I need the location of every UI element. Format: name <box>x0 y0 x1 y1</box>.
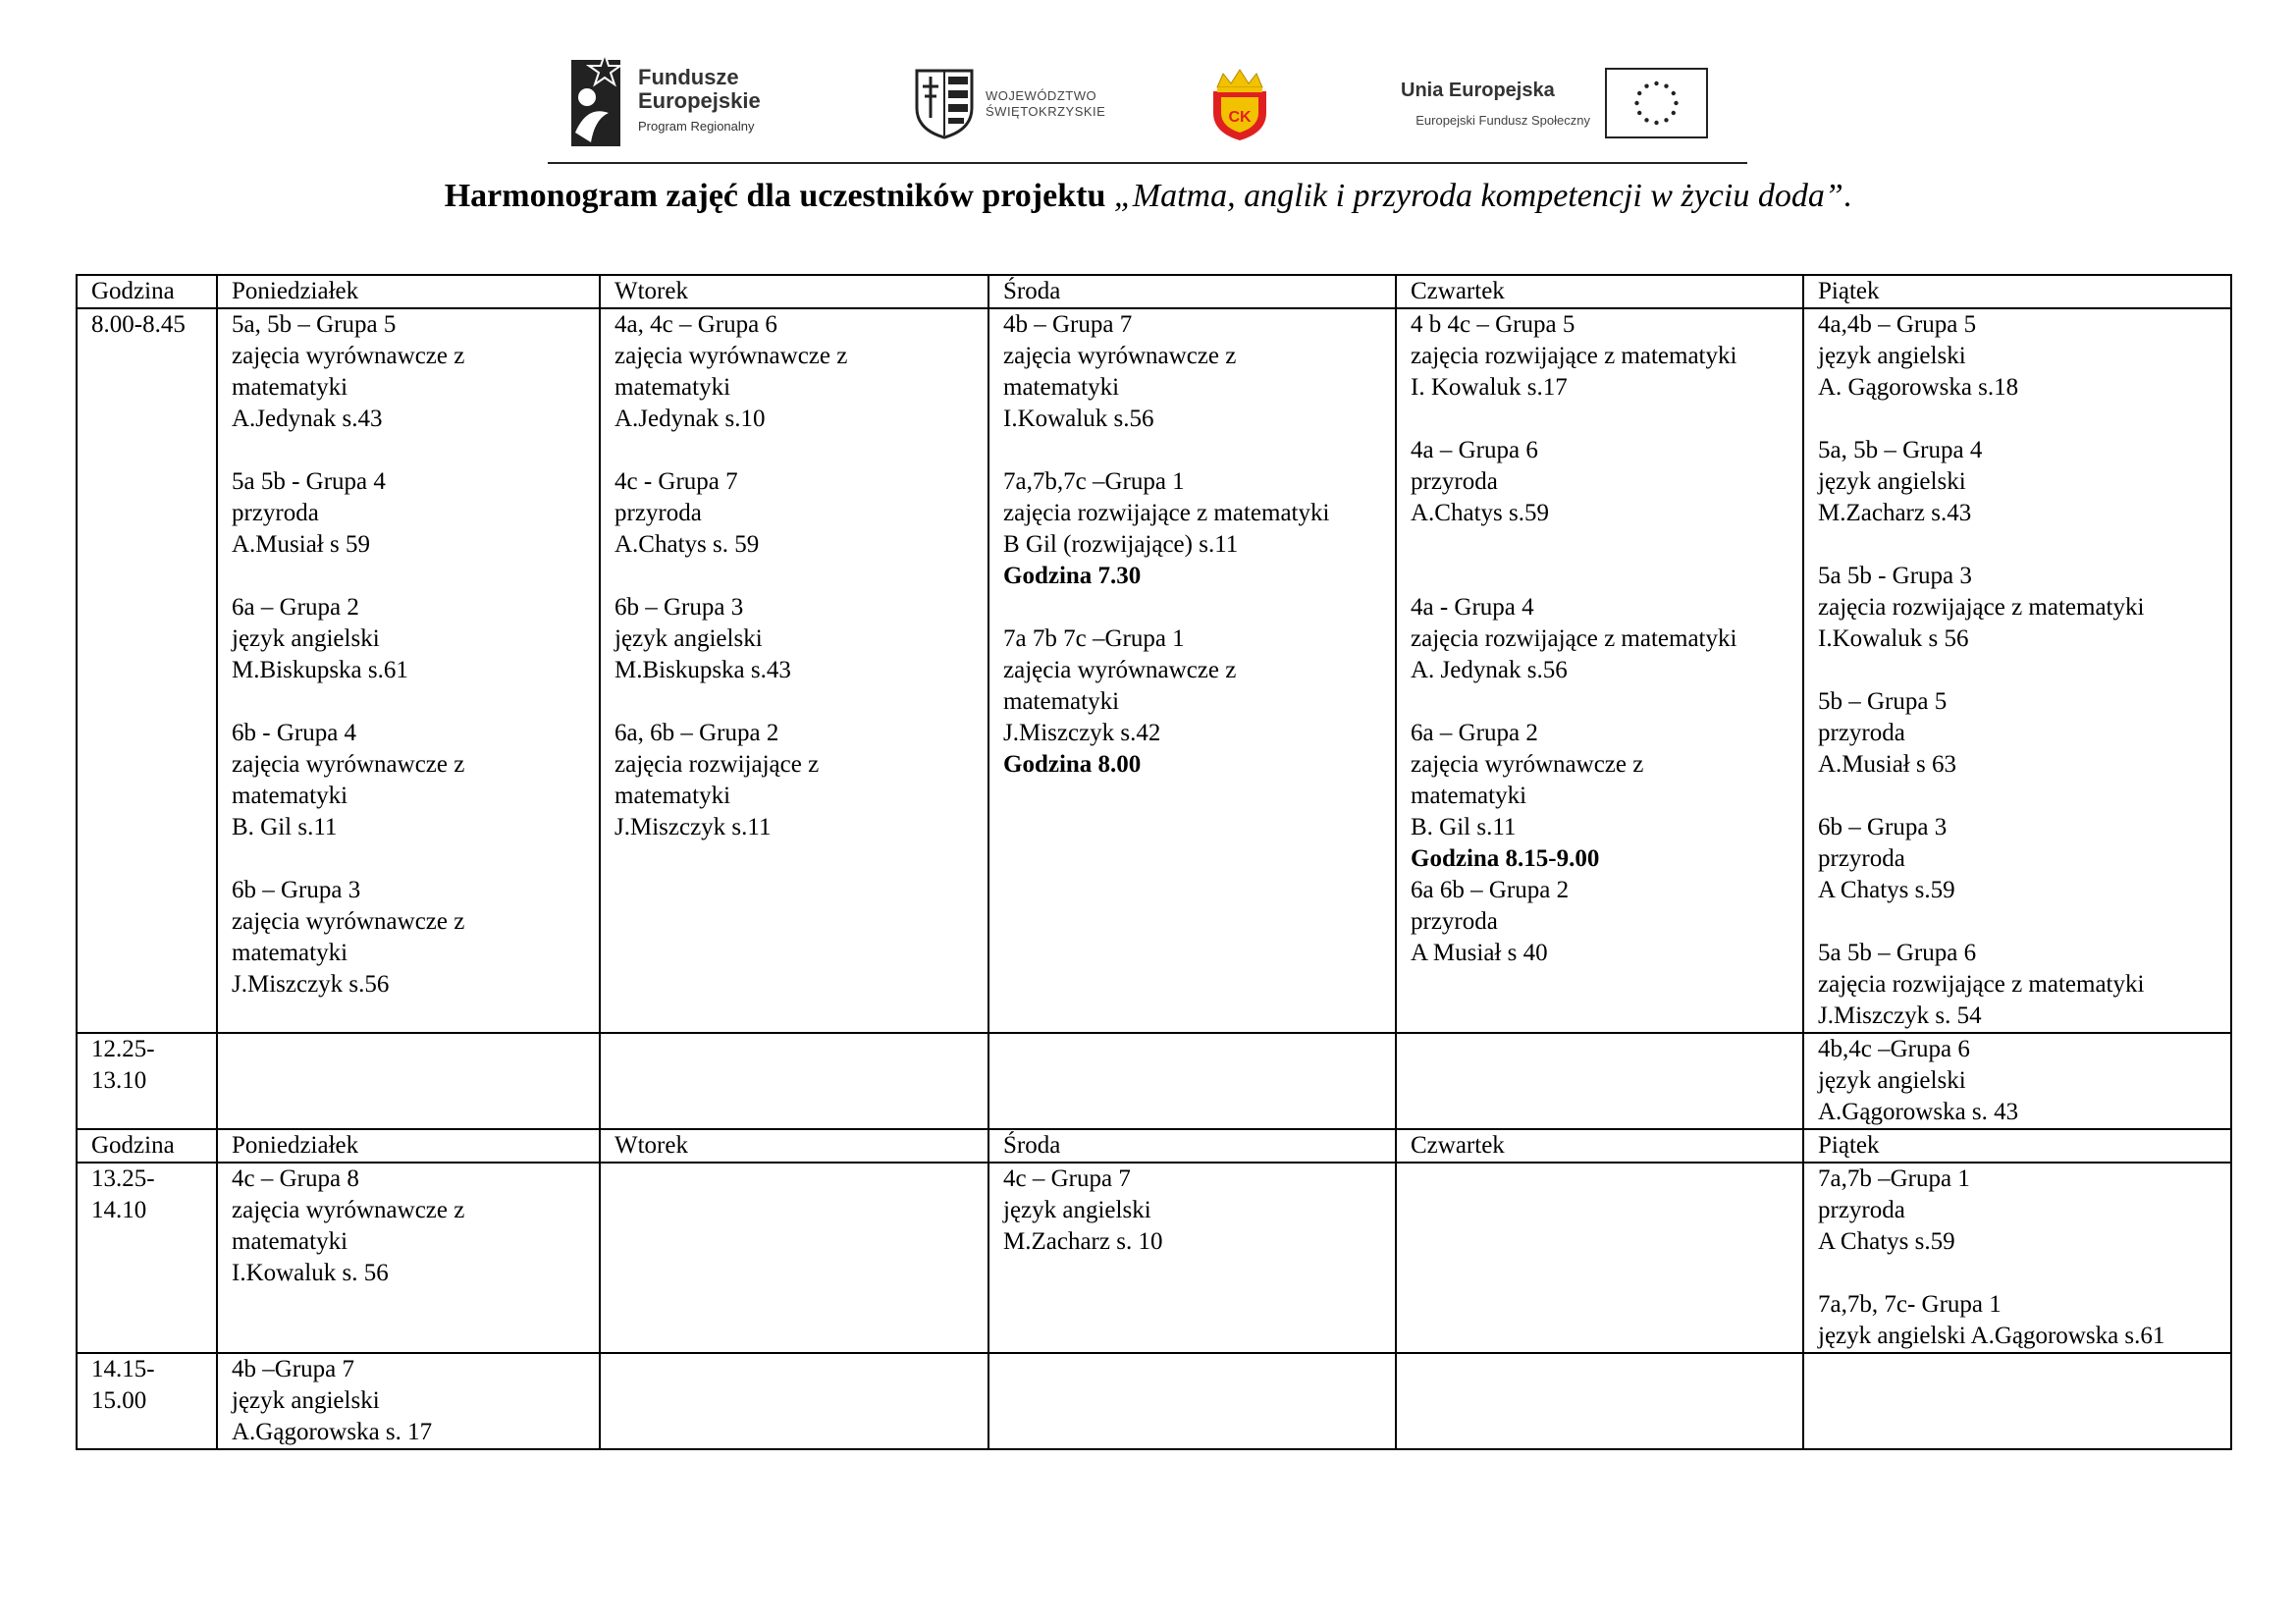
title-end: . <box>1842 178 1852 214</box>
class-entry-line: 6a – Grupa 2 <box>1411 720 1538 746</box>
class-entry-line: język angielski <box>1003 1197 1151 1223</box>
time-slot-text: 12.25- <box>91 1036 155 1062</box>
class-entry-line: 5a, 5b – Grupa 4 <box>1818 437 1983 463</box>
class-entry-line: język angielski <box>232 1387 380 1414</box>
column-header-czwartek: Czwartek <box>1396 1129 1803 1163</box>
class-entry <box>1411 875 1794 969</box>
class-entry-line: przyroda <box>1818 845 1905 872</box>
class-entry-line: A. Jedynak s.56 <box>1411 657 1568 683</box>
column-header-sroda: Środa <box>988 275 1396 308</box>
class-entry-line: przyroda <box>1818 1197 1905 1223</box>
schedule-cell-sroda <box>988 1353 1396 1449</box>
schedule-cell-poniedzialek <box>217 1033 600 1129</box>
table-row <box>77 1033 2231 1129</box>
class-entry-line: A.Jedynak s.43 <box>232 406 383 432</box>
class-entry-line: zajęcia rozwijające z matematyki <box>1818 594 2145 621</box>
ue-title: Unia Europejska <box>1401 80 1555 101</box>
class-entry-line: przyroda <box>1818 720 1905 746</box>
wojewodztwo-text: WOJEWÓDZTWO ŚWIĘTOKRZYSKIE <box>986 88 1106 119</box>
class-entry <box>232 592 591 686</box>
class-entry-line: matematyki <box>614 783 731 809</box>
class-entry <box>1818 561 2222 655</box>
class-time-note: Godzina 8.00 <box>1003 751 1142 778</box>
class-time-note: Godzina 8.15-9.00 <box>1411 845 1600 872</box>
time-slot-cell <box>77 1353 217 1449</box>
class-entry-line: A.Gągorowska s. 43 <box>1818 1099 2019 1125</box>
class-entry-line: przyroda <box>232 500 319 526</box>
class-entry <box>1003 623 1387 781</box>
class-entry <box>1003 1164 1387 1258</box>
schedule-cell-sroda <box>988 1163 1396 1353</box>
class-entry-line: J.Miszczyk s. 54 <box>1818 1002 1982 1029</box>
class-entry <box>232 466 591 561</box>
class-entry <box>1818 812 2222 906</box>
class-entry-line: A.Gągorowska s. 17 <box>232 1419 433 1445</box>
class-entry-line: zajęcia rozwijające z matematyki <box>1818 971 2145 998</box>
class-entry-line: język angielski <box>614 625 763 652</box>
schedule-cell-czwartek <box>1396 1163 1803 1353</box>
class-entry-line: 7a,7b, 7c- Grupa 1 <box>1818 1291 2002 1318</box>
class-entry-line: matematyki <box>1411 783 1527 809</box>
class-entry-line: A Chatys s.59 <box>1818 1228 1955 1255</box>
column-header-godzina: Godzina <box>77 275 217 308</box>
class-entry-line: M.Biskupska s.61 <box>232 657 408 683</box>
class-entry-line: przyroda <box>1411 468 1498 495</box>
class-entry-line: 6b – Grupa 3 <box>614 594 744 621</box>
schedule-cell-wtorek <box>600 1033 988 1129</box>
class-entry <box>1411 592 1794 686</box>
class-entry <box>232 718 591 843</box>
schedule-cell-poniedzialek <box>217 1353 600 1449</box>
column-header-piatek: Piątek <box>1803 1129 2231 1163</box>
class-entry <box>232 1164 591 1289</box>
class-entry-line: B Gil (rozwijające) s.11 <box>1003 531 1239 558</box>
class-entry-line: M.Biskupska s.43 <box>614 657 791 683</box>
class-entry-line: język angielski <box>1818 468 1966 495</box>
title-bold: Harmonogram zajęć dla uczestników projektu <box>444 178 1114 214</box>
class-entry-line: zajęcia wyrównawcze z <box>232 343 465 369</box>
class-entry-line: 5a 5b - Grupa 3 <box>1818 563 1972 589</box>
class-entry <box>614 718 980 843</box>
class-entry-line: B. Gil s.11 <box>232 814 338 840</box>
schedule-cell-piatek <box>1803 1163 2231 1353</box>
class-entry-line: J.Miszczyk s.11 <box>614 814 772 840</box>
column-header-czwartek: Czwartek <box>1396 275 1803 308</box>
eu-flag <box>1605 68 1708 138</box>
schedule-cell-wtorek <box>600 1163 988 1353</box>
class-entry-line: 4a - Grupa 4 <box>1411 594 1534 621</box>
time-slot-cell <box>77 1163 217 1353</box>
header-divider <box>548 162 1747 164</box>
class-entry-line: matematyki <box>232 374 348 401</box>
class-entry-line: przyroda <box>614 500 702 526</box>
class-entry-line: 6b – Grupa 3 <box>1818 814 1948 840</box>
kielce-crest-logo <box>1209 68 1270 142</box>
page-title <box>0 175 2296 218</box>
class-entry-line: M.Zacharz s.43 <box>1818 500 1972 526</box>
class-entry-line: 5a, 5b – Grupa 5 <box>232 311 397 338</box>
class-entry-line: 4b,4c –Grupa 6 <box>1818 1036 1970 1062</box>
fe-title: Fundusze Europejskie <box>638 65 761 113</box>
fe-subtitle: Program Regionalny <box>638 119 755 134</box>
class-entry-line: 6a, 6b – Grupa 2 <box>614 720 779 746</box>
class-entry-line: język angielski <box>232 625 380 652</box>
table-header-row <box>77 1129 2231 1163</box>
schedule-cell-poniedzialek <box>217 1163 600 1353</box>
class-entry-line: A.Chatys s.59 <box>1411 500 1549 526</box>
class-entry-line: język angielski A.Gągorowska s.61 <box>1818 1323 2165 1349</box>
class-entry <box>1411 718 1794 875</box>
class-entry-line: 4b – Grupa 7 <box>1003 311 1133 338</box>
class-entry-line: 7a,7b,7c –Grupa 1 <box>1003 468 1185 495</box>
class-entry-line: 4c - Grupa 7 <box>614 468 738 495</box>
class-entry-line: 4 b 4c – Grupa 5 <box>1411 311 1575 338</box>
schedule-cell-wtorek <box>600 1353 988 1449</box>
class-entry <box>614 309 980 435</box>
table-row <box>77 1163 2231 1353</box>
schedule-cell-czwartek <box>1396 1033 1803 1129</box>
table-row <box>77 308 2231 1033</box>
class-entry <box>614 466 980 561</box>
class-entry <box>614 592 980 686</box>
time-slot-text: 14.10 <box>91 1197 147 1223</box>
ue-subtitle: Europejski Fundusz Społeczny <box>1415 113 1590 128</box>
unia-europejska-logo <box>1360 68 1718 146</box>
class-entry-line: zajęcia wyrównawcze z <box>1003 657 1237 683</box>
class-entry-line: 6a 6b – Grupa 2 <box>1411 877 1570 903</box>
class-entry-line: matematyki <box>614 374 731 401</box>
class-entry-line: matematyki <box>232 783 348 809</box>
star-figure-icon <box>569 54 628 152</box>
time-slot-cell <box>77 308 217 1033</box>
class-entry-line: I.Kowaluk s. 56 <box>232 1260 389 1286</box>
schedule-table <box>76 274 2232 1450</box>
class-entry <box>1818 1034 2222 1128</box>
class-entry <box>1818 1289 2222 1352</box>
class-entry-line: B. Gil s.11 <box>1411 814 1517 840</box>
time-slot-text: 15.00 <box>91 1387 147 1414</box>
class-entry <box>1411 435 1794 529</box>
time-slot-text: 13.25- <box>91 1165 155 1192</box>
column-header-wtorek: Wtorek <box>600 275 988 308</box>
schedule-cell-piatek <box>1803 1353 2231 1449</box>
column-header-wtorek: Wtorek <box>600 1129 988 1163</box>
class-entry-line: 5b – Grupa 5 <box>1818 688 1948 715</box>
table-header-row <box>77 275 2231 308</box>
class-entry-line: 6b - Grupa 4 <box>232 720 357 746</box>
class-entry-line: matematyki <box>232 1228 348 1255</box>
class-entry-line: A Chatys s.59 <box>1818 877 1955 903</box>
class-time-note: Godzina 7.30 <box>1003 563 1142 589</box>
class-entry <box>1003 309 1387 435</box>
column-header-piatek: Piątek <box>1803 275 2231 308</box>
class-entry-line: 7a 7b 7c –Grupa 1 <box>1003 625 1185 652</box>
class-entry-line: I.Kowaluk s.56 <box>1003 406 1154 432</box>
class-entry-line: 7a,7b –Grupa 1 <box>1818 1165 1970 1192</box>
class-entry-line: zajęcia rozwijające z matematyki <box>1411 343 1737 369</box>
time-slot-text: 8.00-8.45 <box>91 311 186 338</box>
class-entry-line: A.Musiał s 59 <box>232 531 370 558</box>
class-entry-line: przyroda <box>1411 908 1498 935</box>
class-entry-line: A.Jedynak s.10 <box>614 406 766 432</box>
class-entry-line: 6a – Grupa 2 <box>232 594 359 621</box>
class-entry <box>232 309 591 435</box>
class-entry-line: zajęcia rozwijające z matematyki <box>1411 625 1737 652</box>
class-entry-line: 4a,4b – Grupa 5 <box>1818 311 1977 338</box>
class-entry-line: I.Kowaluk s 56 <box>1818 625 1969 652</box>
class-entry <box>232 1354 591 1448</box>
class-entry-line: matematyki <box>1003 374 1120 401</box>
class-entry <box>232 875 591 1001</box>
class-entry-line: 5a 5b – Grupa 6 <box>1818 940 1977 966</box>
class-entry-line: zajęcia wyrównawcze z <box>232 751 465 778</box>
class-entry-line: J.Miszczyk s.56 <box>232 971 390 998</box>
schedule-cell-piatek <box>1803 1033 2231 1129</box>
class-entry-line: zajęcia wyrównawcze z <box>232 908 465 935</box>
class-entry-line: J.Miszczyk s.42 <box>1003 720 1161 746</box>
schedule-cell-czwartek <box>1396 1353 1803 1449</box>
schedule-cell-sroda <box>988 1033 1396 1129</box>
class-entry-line: A Musiał s 40 <box>1411 940 1548 966</box>
class-entry-line: 4a, 4c – Grupa 6 <box>614 311 777 338</box>
class-entry-line: zajęcia wyrównawcze z <box>614 343 848 369</box>
class-entry <box>1818 435 2222 529</box>
class-entry-line: zajęcia rozwijające z <box>614 751 820 778</box>
time-slot-text: 13.10 <box>91 1067 147 1094</box>
class-entry <box>1411 309 1794 404</box>
class-entry-line: A.Chatys s. 59 <box>614 531 760 558</box>
schedule-cell-czwartek <box>1396 308 1803 1033</box>
class-entry <box>1003 466 1387 592</box>
schedule-cell-piatek <box>1803 308 2231 1033</box>
schedule-cell-sroda <box>988 308 1396 1033</box>
class-entry-line: język angielski <box>1818 1067 1966 1094</box>
class-entry <box>1818 686 2222 781</box>
fundusze-europejskie-logo <box>569 54 815 152</box>
class-entry-line: matematyki <box>1003 688 1120 715</box>
class-entry-line: 4b –Grupa 7 <box>232 1356 354 1382</box>
class-entry-line: zajęcia wyrównawcze z <box>1411 751 1644 778</box>
class-entry-line: zajęcia rozwijające z matematyki <box>1003 500 1330 526</box>
class-entry-line: język angielski <box>1818 343 1966 369</box>
column-header-godzina: Godzina <box>77 1129 217 1163</box>
class-entry-line: zajęcia wyrównawcze z <box>232 1197 465 1223</box>
title-project-name: „Matma, anglik i przyroda kompetencji w życiu doda” <box>1113 178 1843 214</box>
wojewodztwo-swietokrzyskie-logo <box>915 69 1131 142</box>
class-entry-line: A.Musiał s 63 <box>1818 751 1956 778</box>
class-entry-line: 4c – Grupa 8 <box>232 1165 359 1192</box>
column-header-poniedzialek: Poniedziałek <box>217 275 600 308</box>
class-entry-line: 4c – Grupa 7 <box>1003 1165 1131 1192</box>
class-entry-line: 4a – Grupa 6 <box>1411 437 1538 463</box>
class-entry <box>1818 1164 2222 1258</box>
column-header-poniedzialek: Poniedziałek <box>217 1129 600 1163</box>
class-entry-line: 5a 5b - Grupa 4 <box>232 468 386 495</box>
logo-bar <box>0 54 2296 152</box>
class-entry-line: zajęcia wyrównawcze z <box>1003 343 1237 369</box>
table-row <box>77 1353 2231 1449</box>
crown-shield-icon <box>1209 68 1270 142</box>
class-entry-line: I. Kowaluk s.17 <box>1411 374 1568 401</box>
svg-text:CK: CK <box>1228 109 1252 126</box>
class-entry-line: matematyki <box>232 940 348 966</box>
class-entry-line: M.Zacharz s. 10 <box>1003 1228 1163 1255</box>
class-entry-line: A. Gągorowska s.18 <box>1818 374 2019 401</box>
schedule-cell-poniedzialek <box>217 308 600 1033</box>
schedule-cell-wtorek <box>600 308 988 1033</box>
column-header-sroda: Środa <box>988 1129 1396 1163</box>
class-entry-line: 6b – Grupa 3 <box>232 877 361 903</box>
eu-stars-icon <box>1607 70 1706 136</box>
coat-of-arms-icon <box>915 69 974 139</box>
time-slot-cell <box>77 1033 217 1129</box>
class-entry <box>1818 309 2222 404</box>
time-slot-text: 14.15- <box>91 1356 155 1382</box>
class-entry <box>1818 938 2222 1032</box>
